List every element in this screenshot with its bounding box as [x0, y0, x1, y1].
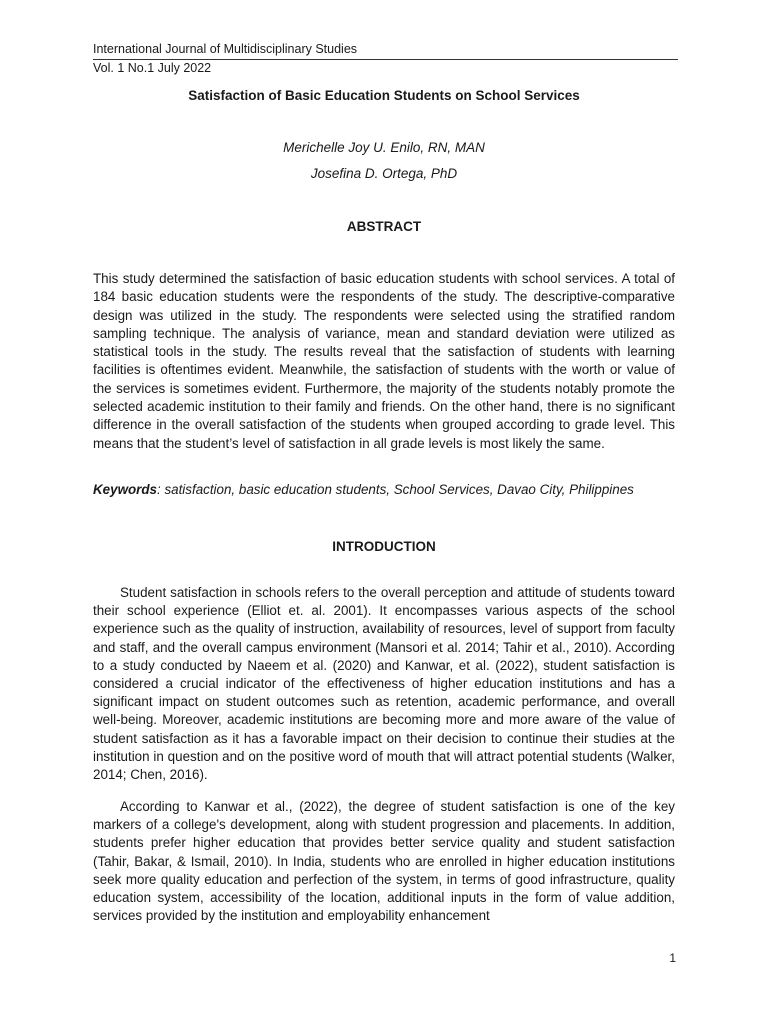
volume-issue: Vol. 1 No.1 July 2022 — [93, 61, 212, 75]
abstract-text: This study determined the satisfaction of basic education students with school services. A total of 184 basic education students were the respondents of the study. The descriptive-comparative design was utilized in the study. The respondents were selected using the stratified random sampling technique. The analysis of variance, mean and standard deviation were utilized as statistical tools in the study. The results reveal that the satisfaction of students with learning facilities is oftentimes evident. Meanwhile, the satisfaction of students with the worth or value of the services is sometimes evident. Furthermore, the majority of the students notably promote the selected academic institution to their family and friends. On the other hand, there is no significant difference in the overall satisfaction of the students when grouped according to grade level. This means that the student’s level of satisfaction in all grade levels is most likely the same. — [93, 271, 675, 451]
intro-paragraph-1: Student satisfaction in schools refers to the overall perception and attitude of students toward their school experience (Elliot et. al. 2001). It encompasses various aspects of the school experience such as the quality of instruction, availability of resources, level of support from faculty and staff, and the overall campus environment (Mansori et al. 2014; Tahir et al., 2010). According to a study conducted by Naeem et al. (2020) and Kanwar, et al. (2022), student satisfaction is considered a crucial indicator of the effectiveness of higher education institutions and has a significant impact on student outcomes such as retention, academic performance, and overall well-being. Moreover, academic institutions are becoming more and more aware of the value of student satisfaction as it has a favorable impact on their decision to continue their studies at the institution in question and on the positive word of mouth that will attract potential students (Walker, 2014; Chen, 2016). — [93, 585, 675, 783]
paper-title: Satisfaction of Basic Education Students on School Services — [188, 88, 580, 103]
author-2: Josefina D. Ortega, PhD — [310, 166, 458, 181]
introduction-heading: INTRODUCTION — [332, 539, 436, 554]
abstract-heading: ABSTRACT — [346, 219, 422, 234]
keywords-text: : satisfaction, basic education students, School Services, Davao City, Philippines — [157, 482, 634, 497]
journal-name: International Journal of Multidisciplinary Studies — [93, 42, 358, 56]
keywords-label: Keywords — [93, 482, 157, 497]
page-number: 1 — [669, 951, 676, 965]
author-1: Merichelle Joy U. Enilo, RN, MAN — [283, 140, 485, 155]
intro-paragraph-2: According to Kanwar et al., (2022), the degree of student satisfaction is one of the key markers of a college's development, along with student progression and placements. In addition, students prefer higher education that provides better service quality and student satisfaction (Tahir, Bakar, & Ismail, 2010). In India, students who are enrolled in higher education institutions seek more quality education and perfection of the system, in terms of good infrastructure, quality education system, accessibility of the location, additional inputs in the form of value addition, services provided by the institution and employability enhancement — [93, 799, 675, 924]
keywords-line — [93, 481, 683, 499]
